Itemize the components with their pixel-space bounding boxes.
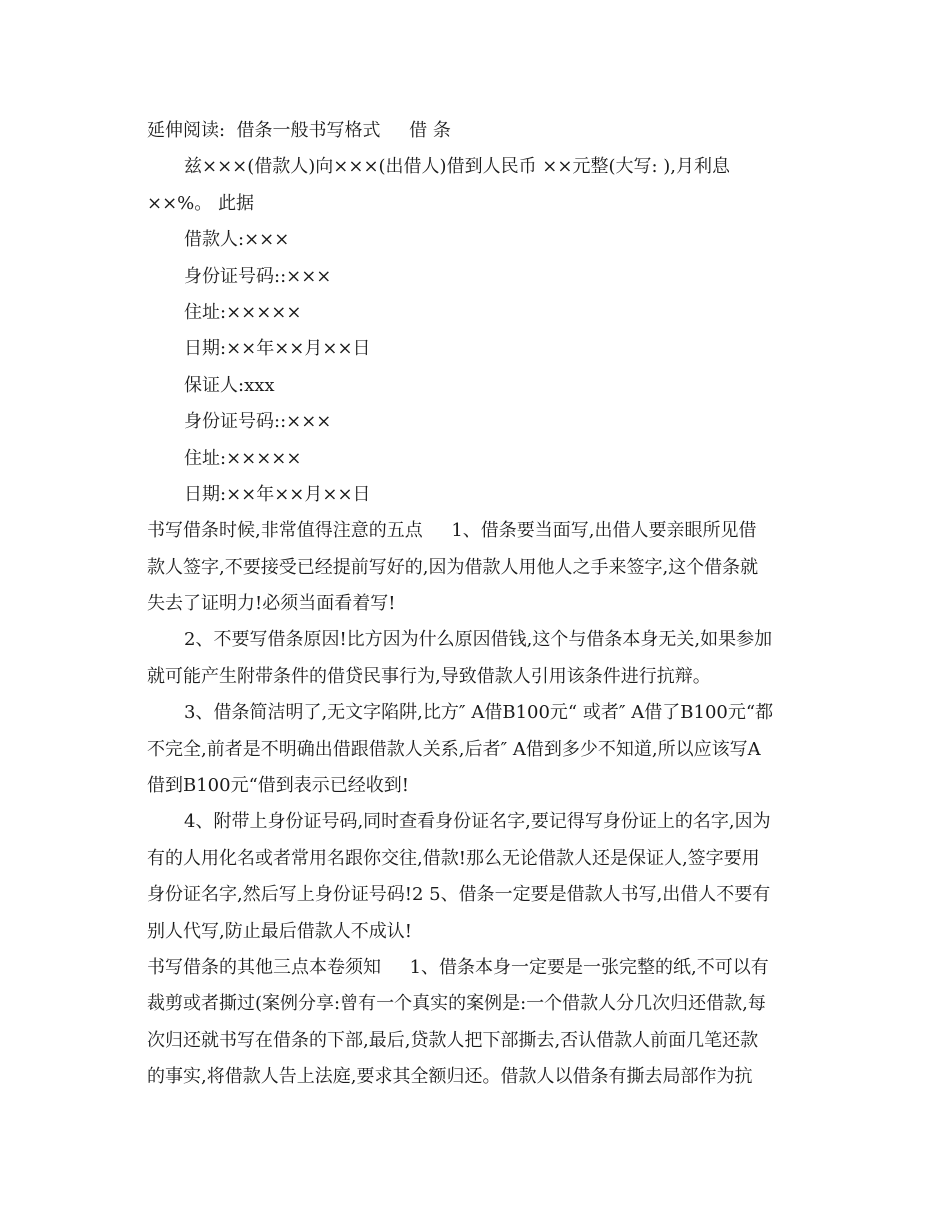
text-line: 2、不要写借条原因!比方因为什么原因借钱,这个与借条本身无关,如果参加 (184, 629, 773, 651)
text-line: 借款人:××× (184, 229, 290, 251)
text-line: 书写借条时候,非常值得注意的五点 1、借条要当面写,出借人要亲眼所见借 (147, 520, 757, 542)
text-line: 别人代写,防止最后借款人不成认! (147, 920, 412, 942)
text-line: 款人签字,不要接受已经提前写好的,因为借款人用他人之手来签字,这个借条就 (147, 556, 759, 578)
text-line: 延伸阅读: 借条一般书写格式 借 条 (147, 120, 451, 141)
text-line: 住址:××××× (184, 447, 302, 469)
text-line: 不完全,前者是不明确出借跟借款人关系,后者″ A借到多少不知道,所以应该写A (147, 738, 761, 760)
text-line: 次归还就书写在借条的下部,最后,贷款人把下部撕去,否认借款人前面几笔还款 (147, 1029, 759, 1051)
text-line: 保证人:xxx (184, 374, 275, 396)
document-body (147, 113, 807, 1096)
text-line: 兹×××(借款人)向×××(出借人)借到人民币 ××元整(大写: ),月利息 (184, 156, 731, 178)
text-line: 身份证号码::××× (184, 265, 332, 287)
text-line: 的事实,将借款人告上法庭,要求其全额归还。借款人以借条有撕去局部作为抗 (147, 1066, 753, 1088)
text-line: 失去了证明力!必须当面看着写! (147, 593, 396, 615)
text-line: 身份证号码::××× (184, 411, 332, 433)
text-line: 裁剪或者撕过(案例分享:曾有一个真实的案例是:一个借款人分几次归还借款,每 (147, 993, 766, 1015)
text-line: 4、附带上身份证号码,同时查看身份证名字,要记得写身份证上的名字,因为 (184, 811, 771, 833)
text-line: 住址:××××× (184, 301, 302, 323)
text-line: 借到B100元“借到表示已经收到! (147, 775, 410, 797)
text-line: 3、借条简洁明了,无文字陷阱,比方″ A借B100元“ 或者″ A借了B100元“都 (184, 702, 774, 724)
text-line: 有的人用化名或者常用名跟你交往,借款!那么无论借款人还是保证人,签字要用 (147, 847, 760, 869)
text-line: 日期:××年××月××日 (184, 483, 371, 505)
text-line: 日期:××年××月××日 (184, 338, 371, 360)
text-line: 书写借条的其他三点本卷须知 1、借条本身一定要是一张完整的纸,不可以有 (147, 956, 769, 978)
text-line: ××%。 此据 (147, 192, 254, 214)
text-line: 身份证名字,然后写上身份证号码!2 5、借条一定要是借款人书写,出借人不要有 (147, 884, 771, 906)
text-line: 就可能产生附带条件的借贷民事行为,导致借款人引用该条件进行抗辩。 (147, 665, 711, 687)
